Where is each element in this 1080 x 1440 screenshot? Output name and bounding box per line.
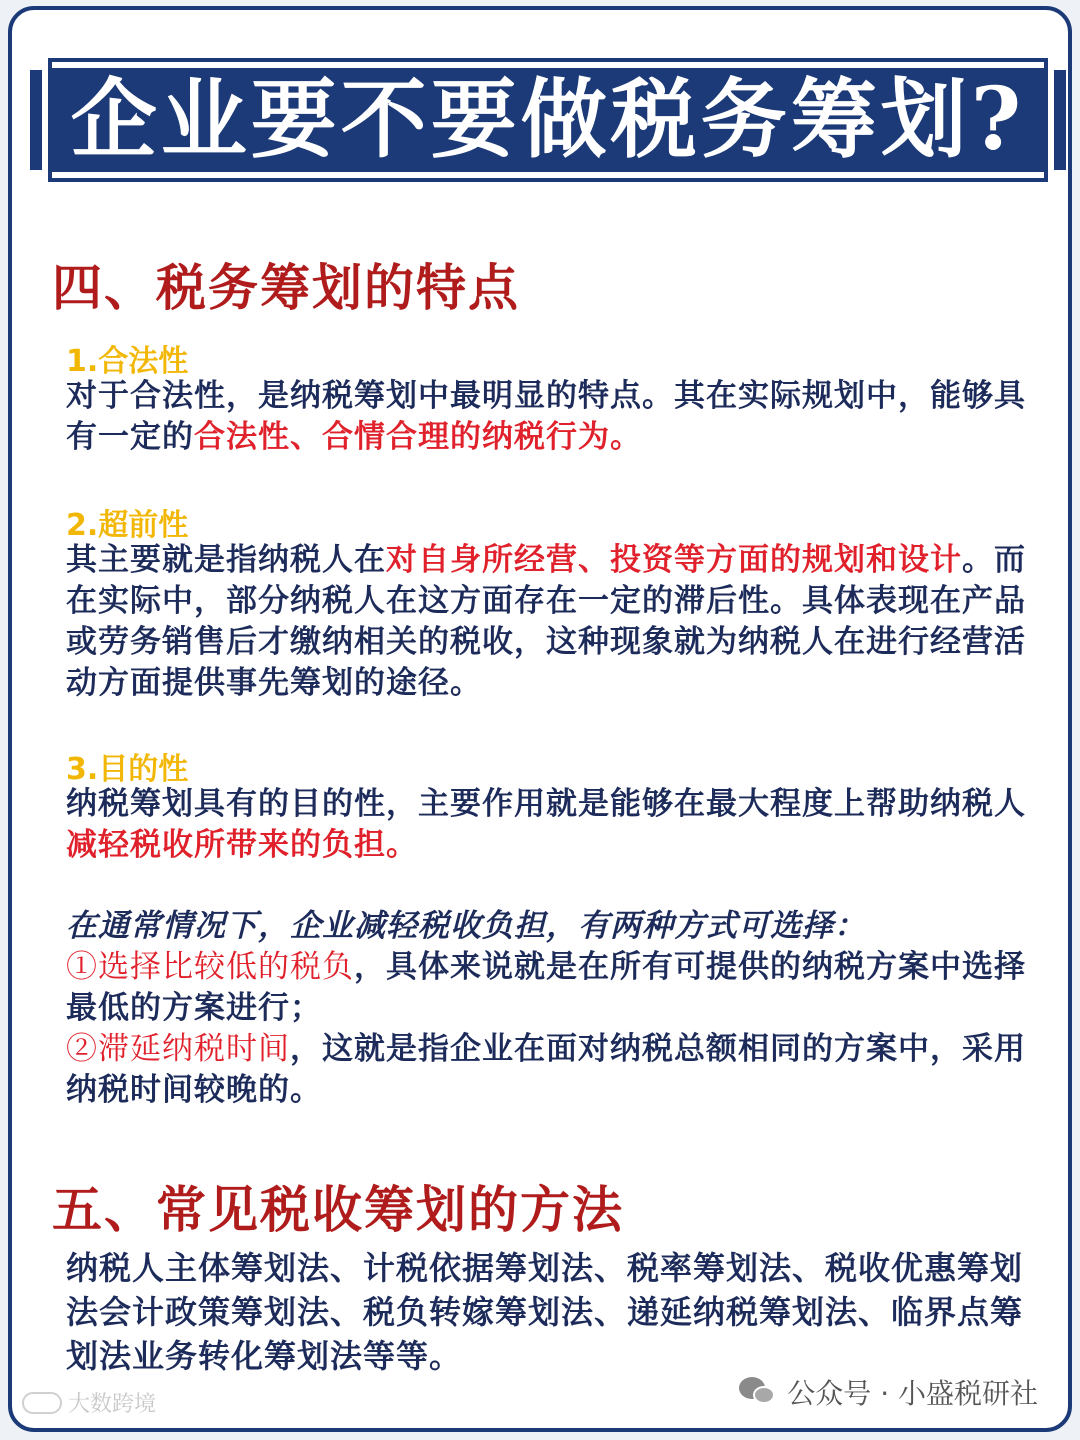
page-title: 企业要不要做税务筹划? xyxy=(70,69,1026,170)
watermark-label: 大数跨境 xyxy=(68,1392,157,1417)
item3-label: 3.目的性 xyxy=(66,752,189,787)
wechat-icon xyxy=(739,1377,777,1407)
item3-highlight: 减轻税收所带来的负担。 xyxy=(66,827,418,863)
item1-label: 1.合法性 xyxy=(66,344,189,379)
option1-highlight: ①选择比较低的税负 xyxy=(66,949,354,985)
watermark-icon xyxy=(22,1392,62,1414)
watermark xyxy=(22,1387,156,1418)
option1-text: ，具体来说就是在所有可提供的纳税方案中选择最低的方案进行； xyxy=(66,949,1026,1026)
item3-text xyxy=(66,784,1046,866)
item2-text xyxy=(66,540,1046,704)
section5-text: 纳税人主体筹划法、计税依据筹划法、税率筹划法、税收优惠筹划法会计政策筹划法、税负转嫁筹划法、递延纳税筹划法、临界点筹划法业务转化筹划法等等。 xyxy=(66,1249,1024,1375)
item3-text-a: 纳税筹划具有的目的性，主要作用就是能够在最大程度上帮助纳税人 xyxy=(66,786,1026,822)
document-frame xyxy=(8,6,1072,1432)
item2-highlight: 对自身所经营、投资等方面的规划和设计 xyxy=(386,542,962,578)
methods-option-1 xyxy=(66,947,1046,1029)
title-banner xyxy=(30,62,1066,178)
title-stripe-left xyxy=(30,70,42,170)
title-stripe-right xyxy=(1054,70,1066,170)
item2-text-a: 其主要就是指纳税人在 xyxy=(66,542,386,578)
section4-heading: 四、税务筹划的特点 xyxy=(52,258,520,317)
section5-heading: 五、常见税收筹划的方法 xyxy=(52,1180,624,1239)
item1-text-a: 对于合法性，是纳税筹划中最明显的特点。其在实际规划中，能够具有一定的 xyxy=(66,378,1026,455)
methods-note xyxy=(66,906,1046,1111)
title-box xyxy=(52,62,1044,178)
option2-text: ，这就是指企业在面对纳税总额相同的方案中，采用纳税时间较晚的。 xyxy=(66,1031,1026,1108)
item2-text-b: 。而在实际中，部分纳税人在这方面存在一定的滞后性。具体表现在产品或劳务销售后才缴纳相关的税收，这种现象就为纳税人在进行经营活动方面提供事先筹划的途径。 xyxy=(66,542,1026,701)
option2-highlight: ②滞延纳税时间 xyxy=(66,1031,290,1067)
item1-text xyxy=(66,376,1046,458)
wechat-account-label: 公众号 · 小盛税研社 xyxy=(787,1377,1038,1410)
methods-option-2 xyxy=(66,1029,1046,1111)
wechat-account xyxy=(739,1372,1038,1412)
item2-label: 2.超前性 xyxy=(66,508,189,543)
item1-highlight: 合法性、合情合理的纳税行为。 xyxy=(194,419,642,455)
methods-note-intro: 在通常情况下，企业减轻税收负担，有两种方式可选择： xyxy=(66,908,866,944)
